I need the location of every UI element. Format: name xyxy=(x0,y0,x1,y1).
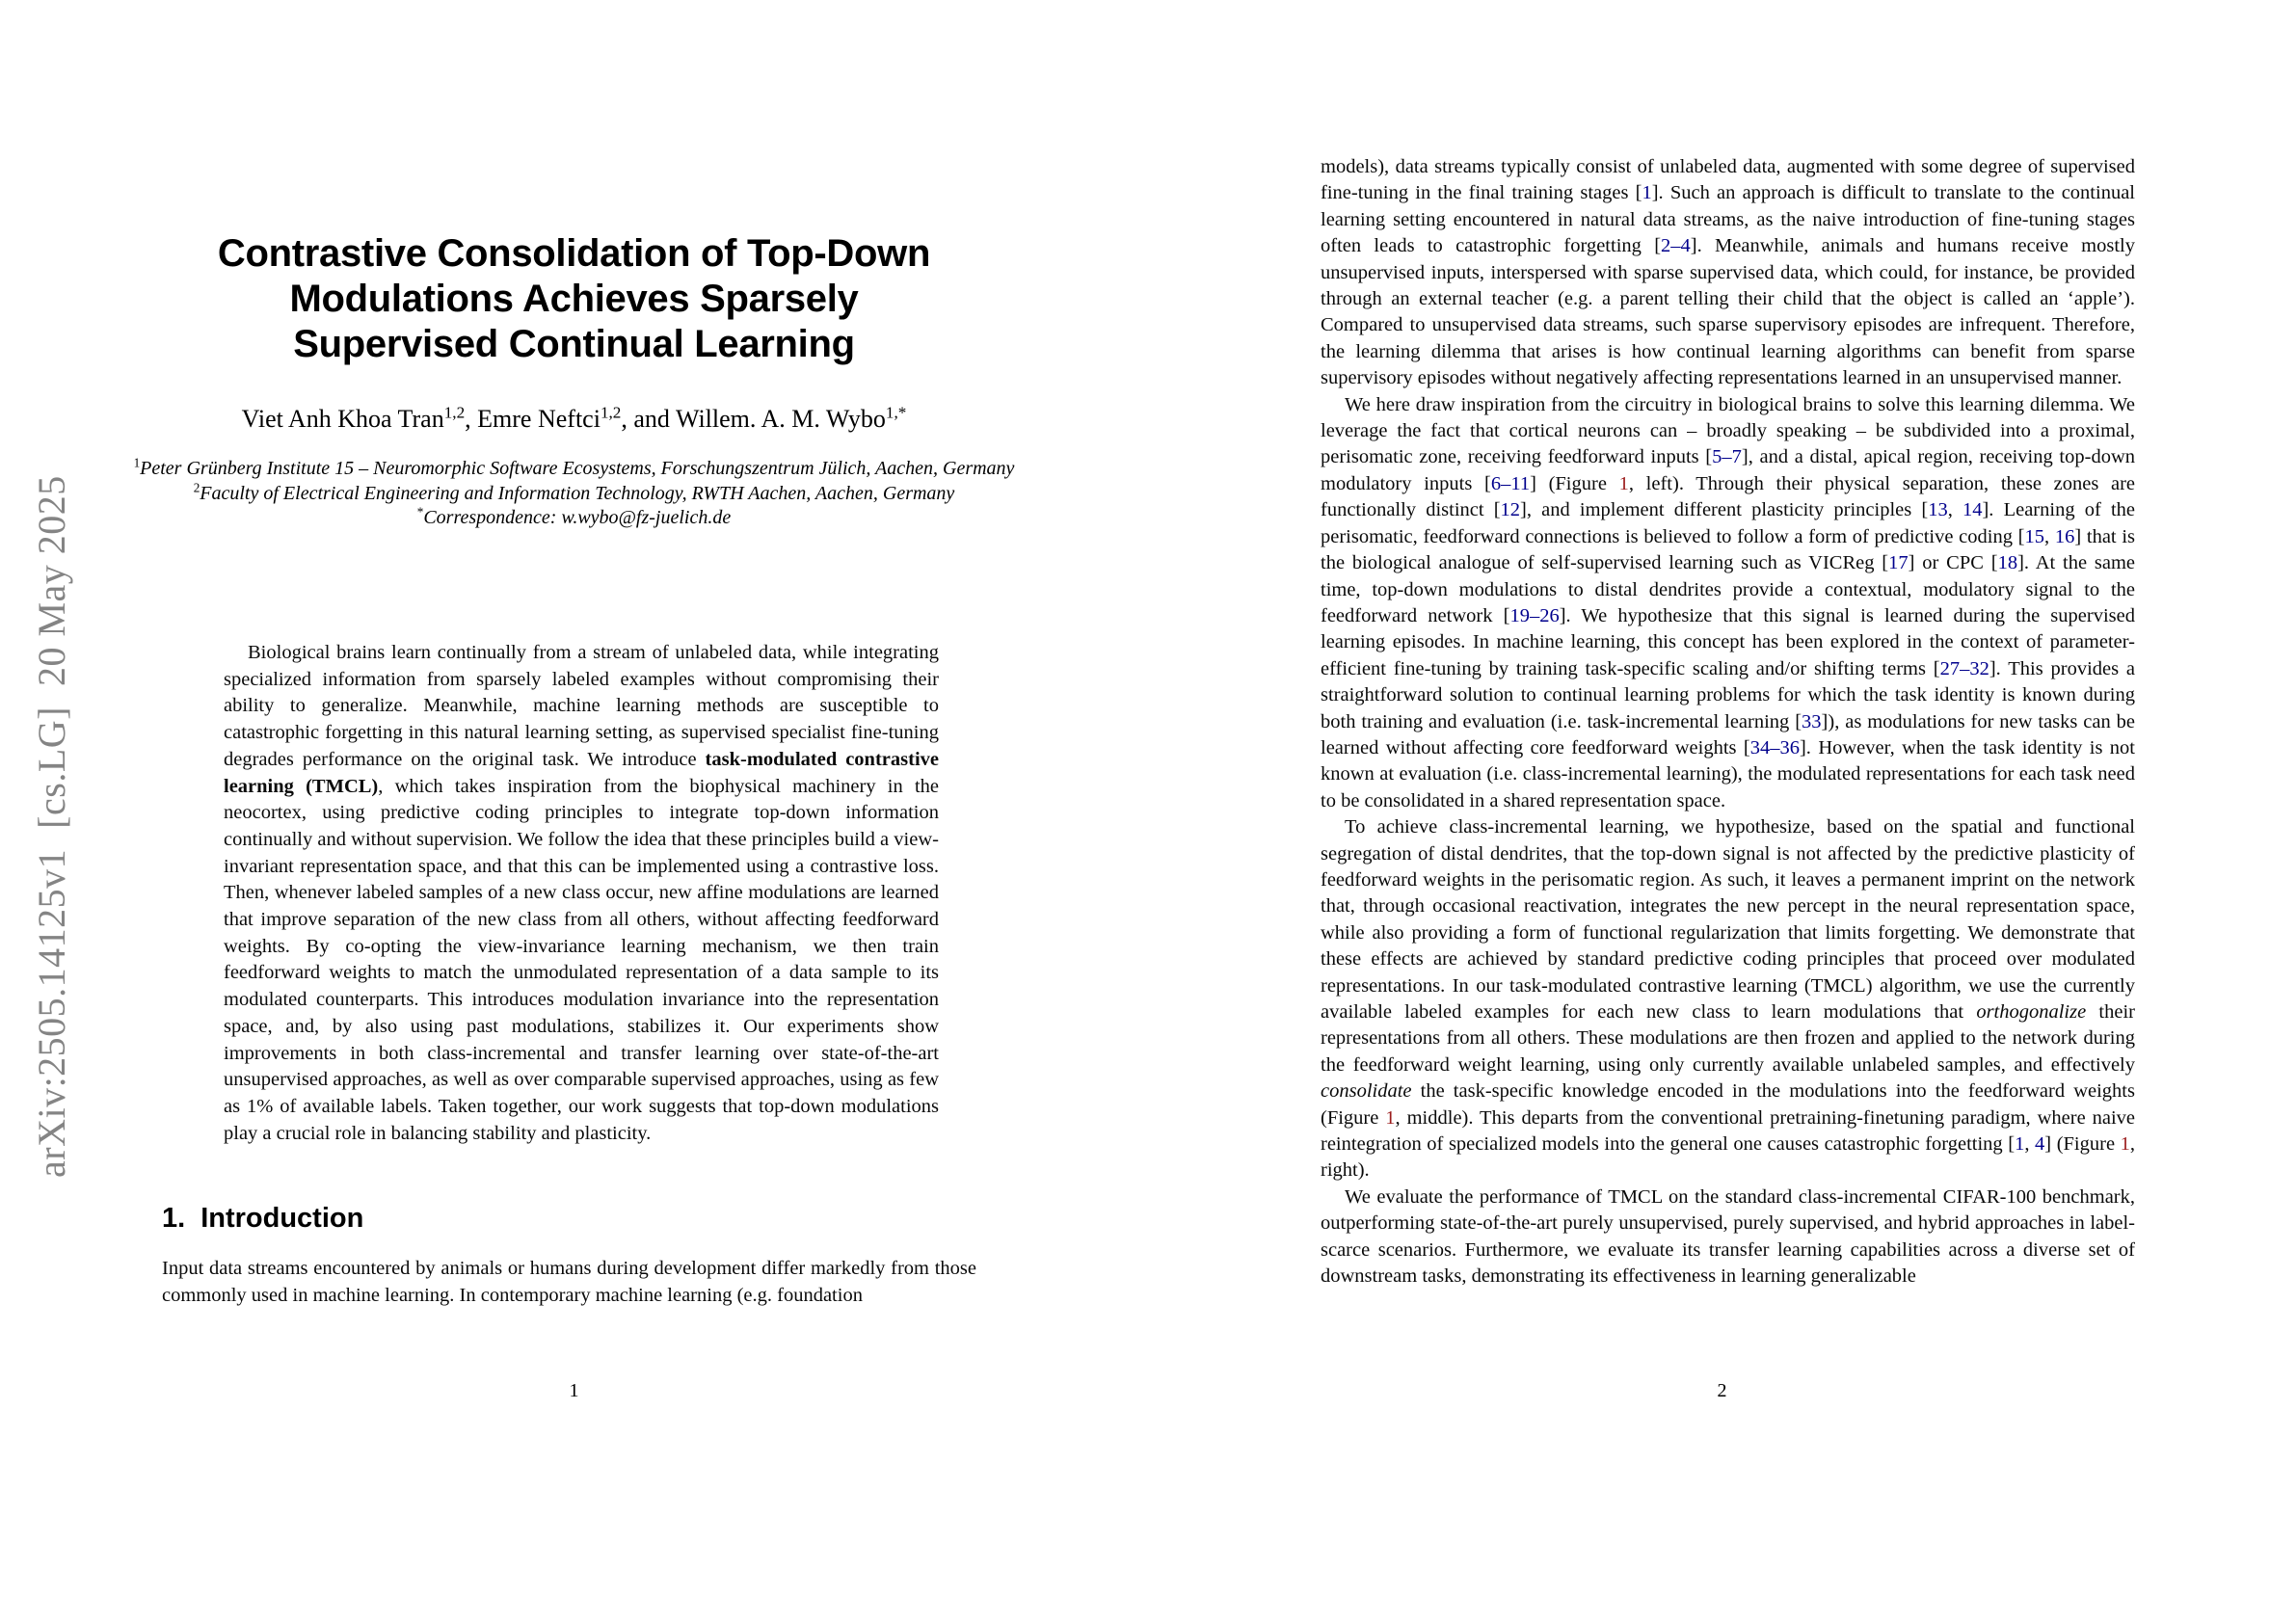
italic-text-run: orthogonalize xyxy=(1976,1001,2087,1023)
section-number: 1. xyxy=(162,1203,186,1234)
citation-link[interactable]: 33 xyxy=(1802,710,1822,732)
affiliation-2 xyxy=(90,479,1058,507)
text-run: ]. Meanwhile, animals and humans receive mostly unsupervised inputs, interspersed with sparse supervised data, which could, for instance, be provided through an external teacher (e.g. a parent telling their child that the object is called an ‘apple’). Compared to unsupervised data streams, such sparse supervisory episodes are infrequent. Therefore, the learning dilemma that arises is how continual learning algorithms can benefit from sparse supervisory episodes without negatively affecting representations learned in an unsupervised manner. xyxy=(1321,235,2135,389)
text-run: , xyxy=(2044,525,2055,547)
superscript: 1 xyxy=(133,455,141,470)
citation-link[interactable]: 17 xyxy=(1888,552,1909,574)
figure-link[interactable]: 1 xyxy=(1385,1106,1396,1129)
introduction-paragraph: Input data streams encountered by animals or humans during development differ markedly from those commonly used in machine learning. In contemporary machine learning (e.g. foundation xyxy=(162,1258,976,1306)
section-title: Introduction xyxy=(200,1203,364,1234)
page-number-1: 1 xyxy=(569,1380,579,1401)
italic-text-run: Faculty of Electrical Engineering and Information Technology, RWTH Aachen, Aachen, Germany xyxy=(200,482,955,504)
page-2-text-column xyxy=(1321,154,2135,1290)
text-run: ]. This provides a straightforward solution to continual learning problems for which the task identity is known during both training and evaluation (i.e. task-incremental learning [ xyxy=(1321,657,2135,732)
text-run: ]. Such an approach is difficult to translate to the continual learning setting encountered in natural data streams, as the naive introduction of fine-tuning stages often leads to catastrophic forgetting [ xyxy=(1321,182,2135,257)
paper-title-line-3: Supervised Continual Learning xyxy=(293,323,855,365)
figure-link[interactable]: 1 xyxy=(1618,472,1629,494)
citation-link[interactable]: 16 xyxy=(2054,525,2075,547)
text-run: the task-specific knowledge encoded in the modulations into the feedforward weights (Figure xyxy=(1321,1080,2135,1129)
citation-link[interactable]: 4 xyxy=(2035,1133,2045,1156)
text-run: ], and a distal, apical region, receiving top-down modulatory inputs [ xyxy=(1321,446,2135,494)
text-run: , which takes inspiration from the biophysical machinery in the neocortex, using predictive coding principles to integrate top-down information continually and without supervision. We follow the idea that these principles build a view-invariant representation space, and that this can be implemented using a contrastive loss. Then, whenever labeled samples of a new class occur, new affine modulations are learned that improve separation of the new class from all others, without affecting feedforward weights. By co-opting the view-invariance learning mechanism, we then train feedforward weights to match the unmodulated representation of a data sample to its modulated counterparts. This introduces modulation invariance into the representation space, and, by also using past modulations, stabilizes it. Our experiments show improvements in both class-incremental and transfer learning over state-of-the-art unsupervised approaches, as well as over comparable supervised approaches, using as few as 1% of available labels. Taken together, our work suggests that top-down modulations play a crucial role in balancing stability and plasticity. xyxy=(224,775,939,1144)
text-run: ], and implement different plasticity principles [ xyxy=(1520,499,1929,521)
text-run: their representations from all others. These modulations are then frozen and applied to the network during the feedforward weight learning, using only currently available unlabeled samples, and effectively xyxy=(1321,1001,2135,1076)
text-run: models), data streams typically consist of unlabeled data, augmented with some degree of supervised fine-tuning in the final training stages [ xyxy=(1321,156,2135,204)
section-heading-introduction xyxy=(162,1203,363,1235)
page-2 xyxy=(1148,0,2296,1623)
citation-link[interactable]: 13 xyxy=(1928,499,1948,521)
citation-link[interactable]: 1 xyxy=(1642,182,1652,204)
citation-link[interactable]: 19–26 xyxy=(1509,604,1560,626)
citation-link[interactable]: 27–32 xyxy=(1939,657,1989,679)
citation-link[interactable]: 14 xyxy=(1962,499,1983,521)
page2-paragraph-3 xyxy=(1321,814,2135,1184)
text-run: ]. Learning of the perisomatic, feedforward connections is believed to follow a form of predictive coding [ xyxy=(1321,499,2135,547)
text-run: ] (Figure xyxy=(2044,1133,2121,1156)
affiliations-block xyxy=(90,457,1058,531)
figure-link[interactable]: 1 xyxy=(2120,1133,2130,1156)
paper-title xyxy=(167,231,981,367)
author-list xyxy=(109,405,1039,434)
text-run: Viet Anh Khoa Tran xyxy=(241,405,444,433)
text-run: We here draw inspiration from the circuitry in biological brains to solve this learning dilemma. We leverage the fact that cortical neurons can – broadly speaking – be subdivided into a proximal, perisomatic zone, receiving feedforward inputs [ xyxy=(1321,393,2135,468)
text-run: , Emre Neftci xyxy=(465,405,601,433)
affiliation-1 xyxy=(90,457,1058,482)
correspondence-line xyxy=(90,506,1058,531)
page-number-2: 2 xyxy=(1717,1380,1727,1401)
text-run: We evaluate the performance of TMCL on the standard class-incremental CIFAR-100 benchmark, outperforming state-of-the-art purely unsupervised, purely supervised, and hybrid approaches in label-scarce scenarios. Furthermore, we evaluate its transfer learning capabilities across a diverse set of downstream tasks, demonstrating its effectiveness in learning generalizable xyxy=(1321,1185,2135,1288)
text-run: ]. We hypothesize that this signal is learned during the supervised learning episodes. In machine learning, this concept has been explored in the context of parameter-efficient fine-tuning by training task-specific scaling and/or shifting terms [ xyxy=(1321,604,2135,679)
italic-text-run: consolidate xyxy=(1321,1080,1412,1103)
text-run: To achieve class-incremental learning, we hypothesize, based on the spatial and functional segregation of distal dendrites, that the top-down signal is not affected by the predictive plasticity of feedforward weights in the perisomatic region. As such, it leaves a permanent imprint on the network that, through occasional reactivation, integrates the new percept in the neural representation space, while also providing a form of functional regularization that limits forgetting. We demonstrate that these effects are achieved by standard predictive coding principles that proceed over modulated representations. In our task-modulated contrastive learning (TMCL) algorithm, we use the currently available labeled examples for each new class to learn modulations that xyxy=(1321,816,2135,1023)
text-run: ]. At the same time, top-down modulations to distal dendrites provide a contextual, modulatory signal to the feedforward network [ xyxy=(1321,552,2135,626)
abstract-paragraph xyxy=(224,640,939,1147)
citation-link[interactable]: 6–11 xyxy=(1490,472,1531,494)
citation-link[interactable]: 5–7 xyxy=(1712,446,1742,468)
arxiv-watermark: arXiv:2505.14125v1 [cs.LG] 20 May 2025 xyxy=(30,475,73,1178)
text-run: ]. However, when the task identity is not known at evaluation (i.e. class-incremental learning), the modulated representations for each task need to be consolidated in a shared representation space. xyxy=(1321,736,2135,812)
citation-link[interactable]: 2–4 xyxy=(1661,235,1691,257)
text-run: Biological brains learn continually from a stream of unlabeled data, while integrating specialized information from sparsely labeled examples without compromising their ability to generalize. Meanwhile, machine learning methods are susceptible to catastrophic forgetting in this natural learning setting, as supervised specialist fine-tuning degrades performance on the original task. We introduce xyxy=(224,642,939,770)
citation-link[interactable]: 1 xyxy=(2015,1133,2025,1156)
text-run: ] that is the biological analogue of self-supervised learning such as VICReg [ xyxy=(1321,525,2135,574)
text-run: , xyxy=(1947,499,1962,521)
superscript: 1,* xyxy=(885,403,907,422)
text-run: , right). xyxy=(1321,1133,2135,1182)
superscript: 1,2 xyxy=(443,403,466,422)
text-run: ]), as modulations for new tasks can be learned without affecting core feedforward weights [ xyxy=(1321,710,2135,758)
text-run: , xyxy=(2024,1133,2036,1156)
page2-paragraph-2 xyxy=(1321,392,2135,815)
italic-text-run: Peter Grünberg Institute 15 – Neuromorphic Software Ecosystems, Forschungszentrum Jülich, Aachen, Germany xyxy=(140,458,1015,479)
text-run: , and Willem. A. M. Wybo xyxy=(621,405,886,433)
superscript: * xyxy=(416,504,424,519)
paper-title-line-1: Contrastive Consolidation of Top-Down xyxy=(217,232,931,275)
citation-link[interactable]: 18 xyxy=(1997,552,2018,574)
citation-link[interactable]: 12 xyxy=(1500,499,1521,521)
bold-text-run: task-modulated contrastive learning (TMCL) xyxy=(224,748,939,797)
superscript: 2 xyxy=(193,479,200,494)
italic-text-run: Correspondence: w.wybo@fz-juelich.de xyxy=(423,507,732,528)
citation-link[interactable]: 34–36 xyxy=(1749,736,1800,758)
text-run: ] or CPC [ xyxy=(1908,552,1998,574)
paper-title-line-2: Modulations Achieves Sparsely xyxy=(289,278,859,320)
text-run: , middle). This departs from the conventional pretraining-finetuning paradigm, where naive reintegration of specialized models into the general one causes catastrophic forgetting [ xyxy=(1321,1106,2135,1156)
page2-paragraph-1 xyxy=(1321,154,2135,392)
text-run: , left). Through their physical separation, these zones are functionally distinct [ xyxy=(1321,472,2135,521)
text-run: ] (Figure xyxy=(1530,472,1619,494)
superscript: 1,2 xyxy=(600,403,622,422)
citation-link[interactable]: 15 xyxy=(2024,525,2044,547)
page2-paragraph-4 xyxy=(1321,1184,2135,1290)
